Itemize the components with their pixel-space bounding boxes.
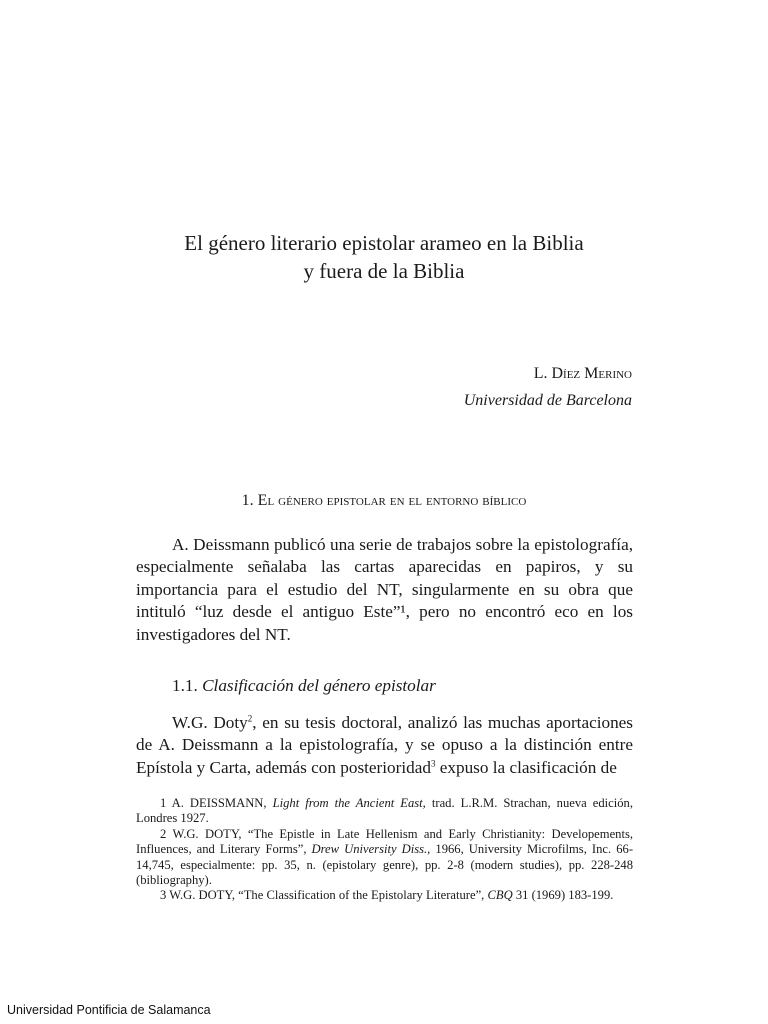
text-run: 3 W.G. DOTY, “The Classification of the Epistolary Literature”, (160, 888, 488, 903)
text-run: 1966, University Microfilms, Inc. 66-14,745, especialmente: pp. 35, n. (epistolary genre), pp. 2-8 (modern studies), pp. 228-248 (bibliography). (136, 842, 634, 888)
journal-title: CBQ (487, 888, 513, 903)
footnotes (136, 796, 633, 904)
author-surname: Díez Merino (551, 365, 632, 382)
footnote-2 (136, 827, 633, 889)
paragraph-text: A. Deissmann publicó una serie de trabajos sobre la epistolografía, especialmente señalaba las cartas aparecidas en papiros, y su importancia para el estudio del NT, singularmente en su obra que intituló “luz desde el antiguo Este”¹, pero no encontró eco en los investigadores del NT. (136, 535, 633, 644)
text-run: trad. L.R.M. Strachan, nueva edición, Londres 1927. (136, 796, 633, 826)
subsection-title: Clasificación del género epistolar (202, 676, 436, 695)
subsection-number: 1.1. (172, 676, 203, 695)
publication-title: Drew University Diss., (311, 842, 431, 857)
body-paragraph-2 (136, 712, 633, 780)
footnote-ref[interactable]: 3 (430, 758, 436, 769)
book-title: Light from the Ancient East, (272, 796, 426, 810)
article-title (0, 229, 768, 285)
section-heading: 1. El género epistolar en el entorno bíblico (241, 492, 527, 509)
footnote-3 (136, 888, 633, 903)
footnote-1 (136, 796, 633, 827)
text-run: , en su tesis doctoral, analizó las muchas aportaciones de A. Deissmann a la epistolografía, y se opuso a la distinción entre Epístola y Carta, además con posterioridad (136, 713, 633, 777)
text-run: expuso la clasificación de (435, 757, 617, 777)
footnote-ref[interactable]: 2 (247, 713, 253, 724)
author-name (464, 360, 632, 387)
author-affiliation: Universidad de Barcelona (463, 392, 632, 409)
body-paragraph-1 (136, 534, 633, 646)
paragraph-text (136, 712, 633, 779)
author-initial: L. (533, 365, 552, 382)
author-block (464, 360, 632, 414)
text-run: W.G. Doty (172, 713, 248, 732)
subsection-heading (172, 676, 436, 696)
text-run: 1 A. DEISSMANN, (160, 796, 273, 810)
footer-watermark: Universidad Pontificia de Salamanca (7, 1003, 211, 1017)
title-line-2: y fuera de la Biblia (303, 259, 465, 283)
title-line-1: El género literario epistolar arameo en la Biblia (184, 231, 584, 255)
text-run: 2 W.G. DOTY, “The Epistle in Late Hellenism and Early Christianity: Developements, Influences, and Literary Forms”, (136, 826, 633, 857)
text-run: 31 (1969) 183-199. (512, 888, 614, 903)
